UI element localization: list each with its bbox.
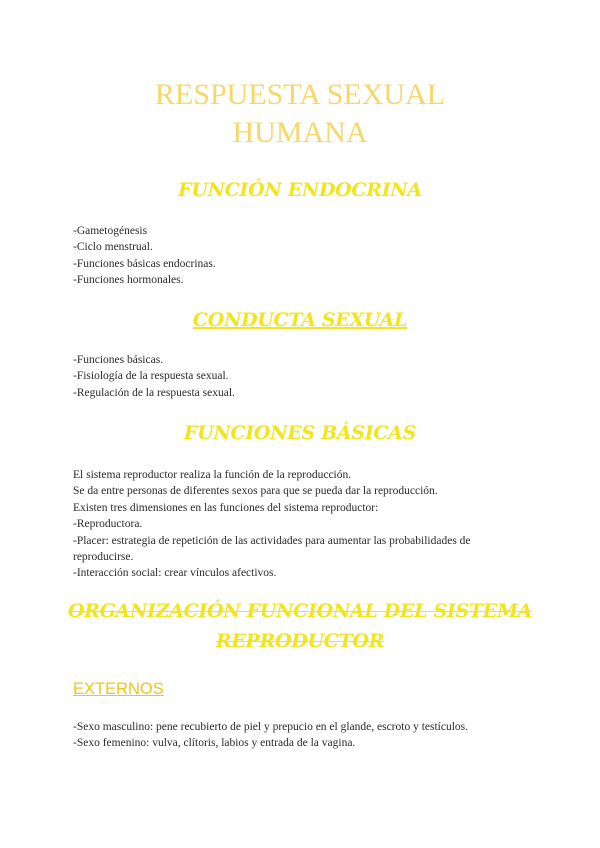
list-item: -Sexo femenino: vulva, clítoris, labios y entrada de la vagina. xyxy=(73,737,356,750)
list-item: -Ciclo menstrual. xyxy=(73,241,153,254)
list-item: -Reproductora. xyxy=(73,518,143,531)
section-list-conducta-sexual xyxy=(73,352,533,401)
section-heading-organizacion-funcional: ORGANIZACIÓN FUNCIONAL DEL SISTEMA REPRODUCTOR xyxy=(67,600,533,652)
list-item: -Sexo masculino: pene recubierto de piel y prepucio en el glande, escroto y testículos. xyxy=(73,721,469,733)
page-title-line-2: HUMANA xyxy=(232,116,368,149)
list-item: -Funciones básicas endocrinas. xyxy=(73,257,216,270)
list-item: -Regulación de la respuesta sexual. xyxy=(73,386,235,399)
paragraph-line: Existen tres dimensiones en las funciones del sistema reproductor: xyxy=(73,501,379,514)
section-text-funciones-basicas xyxy=(73,467,533,582)
list-item: -Funciones hormonales. xyxy=(73,274,184,287)
section-heading-funcion-endocrina: FUNCIÓN ENDOCRINA xyxy=(178,179,422,201)
list-item: -Placer: estrategia de repetición de las actividades para aumentar las probabilidades de reproducirse. xyxy=(73,534,471,564)
page-title-line-1: RESPUESTA SEXUAL xyxy=(154,78,446,111)
section-heading-funciones-basicas: FUNCIONES BÁSICAS xyxy=(183,422,417,444)
page-title xyxy=(0,76,600,152)
list-item: -Gametogénesis xyxy=(73,225,148,237)
subsection-heading-externos: EXTERNOS xyxy=(73,680,164,698)
paragraph-line: Se da entre personas de diferentes sexos para que se pueda dar la reproducción. xyxy=(73,485,438,498)
list-item: -Fisiología de la respuesta sexual. xyxy=(73,370,229,383)
section-heading-conducta-sexual: CONDUCTA SEXUAL xyxy=(192,309,408,331)
list-item: -Funciones básicas. xyxy=(73,354,164,366)
subsection-list-externos xyxy=(73,719,533,752)
paragraph-line: El sistema reproductor realiza la función de la reproducción. xyxy=(73,469,352,481)
list-item: -Interacción social: crear vínculos afectivos. xyxy=(73,567,277,580)
section-list-funcion-endocrina xyxy=(73,223,533,289)
